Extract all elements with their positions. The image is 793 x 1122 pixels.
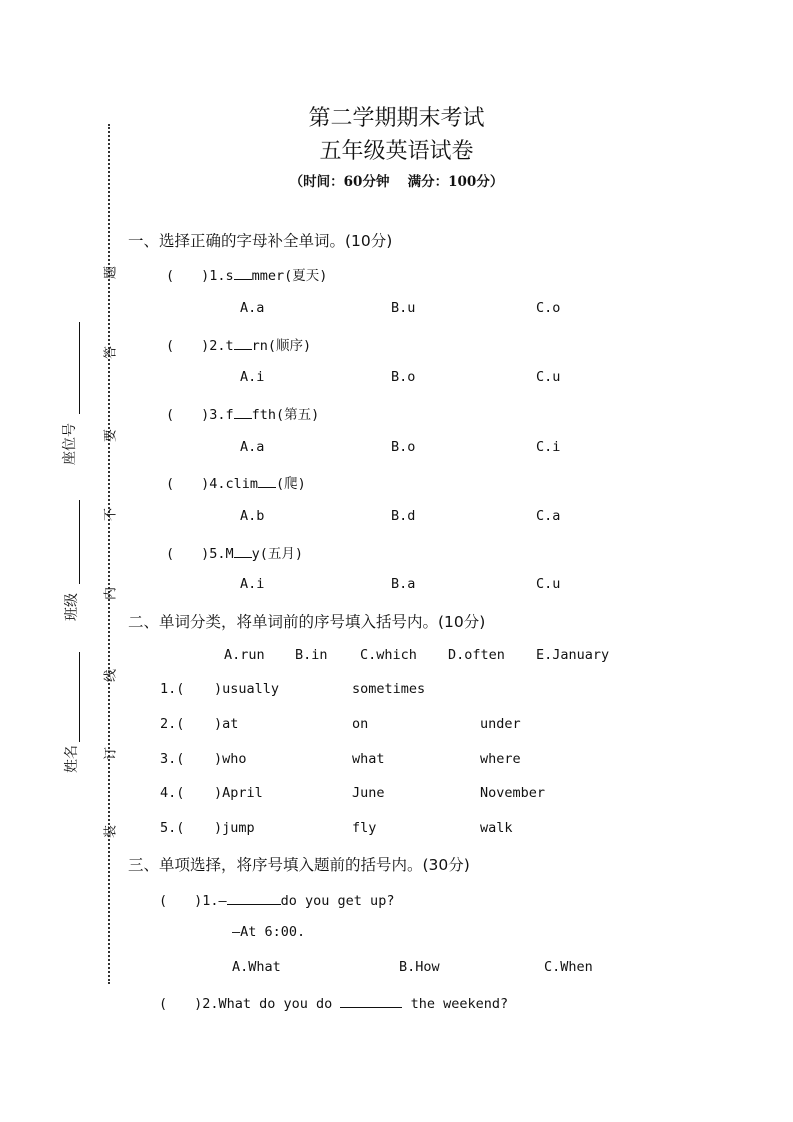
option: B.d (391, 508, 416, 524)
exam-subtitle: 五年级英语试卷 (319, 139, 474, 164)
exam-info: （时间：60分钟 满分：100分） (289, 174, 504, 190)
s2-row-word2: on (352, 716, 369, 732)
s2-row-word2: sometimes (352, 681, 426, 697)
word-blank[interactable] (227, 904, 281, 905)
option: A.a (240, 300, 265, 316)
seat-number-label: 座位号 (62, 423, 78, 465)
s1-q5-stem: ( )5.M y(五月) (166, 546, 304, 562)
s3-q2-stem: ( )2.What do you do the weekend? (159, 996, 509, 1012)
option: C.When (544, 959, 593, 975)
s2-row-label: 4.( (160, 785, 185, 801)
s2-row-word3: under (480, 716, 521, 732)
binding-char: 答 (103, 346, 119, 360)
s1-q2-stem: ( )2.t rn(顺序) (166, 338, 312, 354)
option: B.u (391, 300, 416, 316)
word-bank-item: A.run (224, 647, 265, 663)
class-label: 班级 (64, 593, 80, 621)
section2-heading: 二、单词分类，将单词前的序号填入括号内。(10分) (128, 613, 486, 631)
binding-char: 订 (103, 747, 119, 761)
s2-row-label: 2.( (160, 716, 185, 732)
word-bank-item: D.often (448, 647, 505, 663)
binding-char: 装 (103, 825, 119, 839)
binding-char: 题 (103, 266, 119, 280)
option: B.o (391, 439, 416, 455)
seat-number-blank[interactable] (79, 322, 80, 414)
s2-row-word2: what (352, 751, 385, 767)
letter-blank[interactable] (234, 349, 252, 350)
binding-char: 要 (103, 429, 119, 443)
s2-row-word3: where (480, 751, 521, 767)
s2-row-word2: June (352, 785, 385, 801)
s2-row-label: 5.( (160, 820, 185, 836)
answer-paren[interactable]: ( ) (166, 476, 210, 492)
s2-row-word1: )at (214, 716, 239, 732)
word-bank-item: E.January (536, 647, 610, 663)
option: A.a (240, 439, 265, 455)
binding-dotted-line (108, 124, 110, 984)
section3-heading: 三、单项选择，将序号填入题前的括号内。(30分) (128, 856, 470, 874)
answer-paren[interactable]: ( ) (166, 407, 210, 423)
option: C.o (536, 300, 561, 316)
letter-blank[interactable] (258, 487, 276, 488)
word-bank-item: C.which (360, 647, 417, 663)
s1-q3-stem: ( )3.f fth(第五) (166, 407, 320, 423)
option: C.u (536, 576, 561, 592)
answer-paren[interactable]: ( ) (166, 338, 210, 354)
section1-heading: 一、选择正确的字母补全单词。(10分) (128, 232, 393, 250)
answer-paren[interactable]: ( ) (166, 546, 210, 562)
word-blank[interactable] (340, 1007, 402, 1008)
letter-blank[interactable] (234, 557, 252, 558)
option: B.a (391, 576, 416, 592)
binding-char: 内 (103, 587, 119, 601)
answer-paren[interactable]: ( ) (166, 268, 210, 284)
s2-row-word1: )jump (214, 820, 255, 836)
answer-paren[interactable]: ( ) (159, 893, 203, 909)
option: C.u (536, 369, 561, 385)
letter-blank[interactable] (234, 418, 252, 419)
option: A.i (240, 576, 265, 592)
s3-q1-stem: ( )1.— do you get up? (159, 893, 395, 909)
letter-blank[interactable] (234, 279, 252, 280)
word-bank-item: B.in (295, 647, 328, 663)
s2-row-word1: )usually (214, 681, 280, 697)
binding-char: 不 (103, 508, 119, 522)
option: B.o (391, 369, 416, 385)
name-blank[interactable] (79, 652, 80, 742)
option: A.What (232, 959, 281, 975)
s2-row-word1: )April (214, 785, 263, 801)
name-label: 姓名 (64, 745, 80, 773)
s2-row-word2: fly (352, 820, 377, 836)
s2-row-label: 1.( (160, 681, 185, 697)
s1-q1-stem: ( )1.s mmer(夏天) (166, 268, 328, 284)
answer-paren[interactable]: ( ) (159, 996, 203, 1012)
class-blank[interactable] (79, 500, 80, 584)
binding-char: 线 (103, 669, 119, 683)
option: A.b (240, 508, 265, 524)
option: A.i (240, 369, 265, 385)
s2-row-label: 3.( (160, 751, 185, 767)
option: C.a (536, 508, 561, 524)
s2-row-word3: November (480, 785, 546, 801)
s2-row-word3: walk (480, 820, 513, 836)
s2-row-word1: )who (214, 751, 247, 767)
exam-title: 第二学期期末考试 (308, 106, 485, 131)
s1-q4-stem: ( )4.clim (爬) (166, 476, 306, 492)
s3-q1-answer: —At 6:00. (232, 924, 306, 940)
option: B.How (399, 959, 440, 975)
option: C.i (536, 439, 561, 455)
